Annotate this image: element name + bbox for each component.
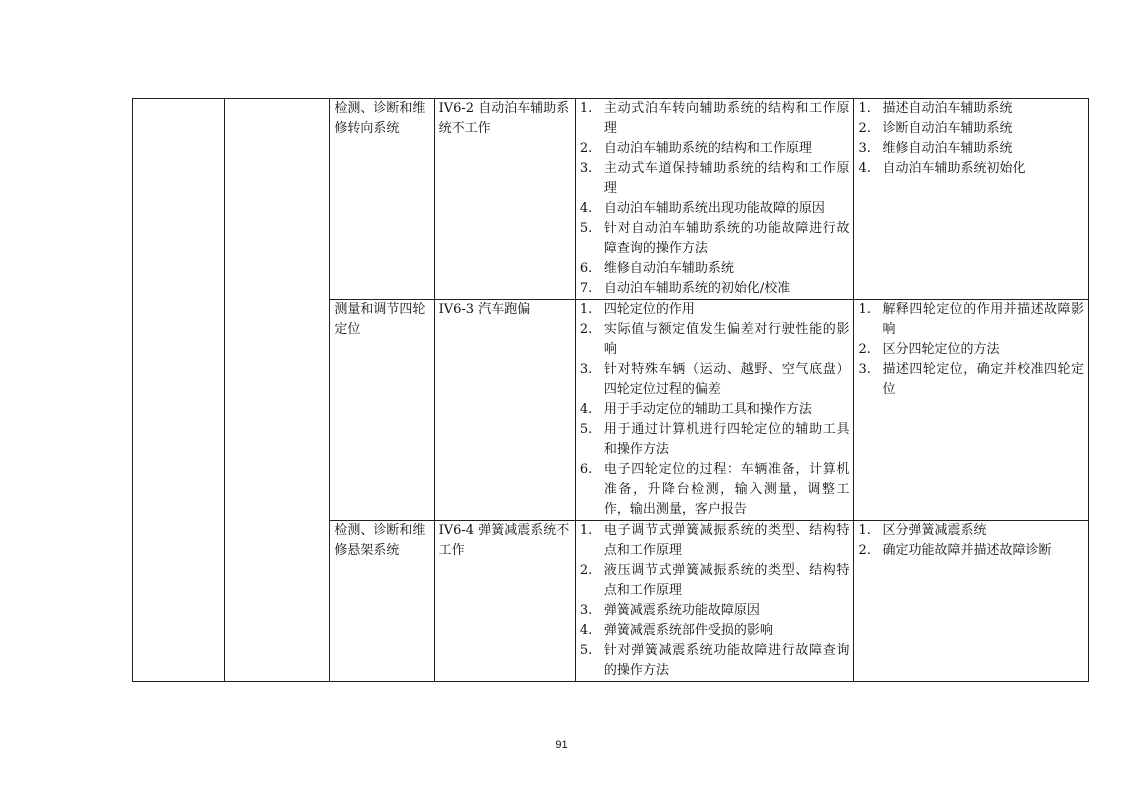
item-text: 弹簧减震系统功能故障原因 [603, 603, 760, 618]
list-item [858, 521, 1084, 541]
knowledge-list [580, 521, 850, 681]
item-text: 维修自动泊车辅助系统 [603, 261, 734, 276]
list-item [580, 139, 850, 159]
item-text: 区分四轮定位的方法 [882, 342, 1000, 357]
list-item [580, 219, 850, 259]
skills-cell [854, 521, 1089, 682]
item-number: 3. [579, 362, 593, 377]
item-text: 电子四轮定位的过程：车辆准备，计算机准备，升降台检测，输入测量，调整工作，输出测量，客户报告 [603, 462, 850, 517]
task-cell: IV6-2 自动泊车辅助系统不工作 [434, 99, 575, 300]
list-item [580, 199, 850, 219]
table-body [133, 99, 1089, 682]
page-number: 91 [555, 739, 568, 751]
item-number: 1. [579, 302, 593, 317]
list-item [858, 159, 1084, 179]
list-item [858, 541, 1084, 561]
list-item [580, 601, 850, 621]
blank-cell-col2 [225, 99, 330, 682]
item-number: 1. [579, 523, 593, 538]
item-number: 5. [579, 643, 593, 658]
item-number: 4. [858, 161, 871, 176]
item-text: 主动式车道保持辅助系统的结构和工作原理 [603, 161, 850, 196]
list-item [580, 400, 850, 420]
item-text: 诊断自动泊车辅助系统 [882, 121, 1013, 136]
list-item [858, 300, 1084, 340]
item-text: 针对自动泊车辅助系统的功能故障进行故障查询的操作方法 [603, 221, 850, 256]
list-item [858, 99, 1084, 119]
item-text: 四轮定位的作用 [603, 302, 695, 317]
list-item [858, 139, 1084, 159]
list-item [580, 99, 850, 139]
item-text: 用于手动定位的辅助工具和操作方法 [603, 402, 812, 417]
task-cell: IV6-3 汽车跑偏 [434, 300, 575, 521]
item-number: 1. [579, 101, 593, 116]
item-text: 针对特殊车辆（运动、越野、空气底盘）四轮定位过程的偏差 [603, 362, 850, 397]
list-item [580, 521, 850, 561]
list-item [580, 279, 850, 299]
item-number: 2. [858, 342, 871, 357]
item-number: 2. [579, 322, 593, 337]
item-text: 描述四轮定位，确定并校准四轮定位 [882, 362, 1084, 397]
list-item [580, 621, 850, 641]
item-number: 4. [579, 201, 593, 216]
item-text: 液压调节式弹簧减振系统的类型、结构特点和工作原理 [603, 563, 850, 598]
curriculum-table [132, 98, 1089, 682]
list-item [580, 420, 850, 460]
item-text: 解释四轮定位的作用并描述故障影响 [882, 302, 1084, 337]
knowledge-cell [575, 99, 854, 300]
topic-cell: 检测、诊断和维修转向系统 [330, 99, 434, 300]
item-number: 5. [579, 422, 593, 437]
task-cell: IV6-4 弹簧减震系统不工作 [434, 521, 575, 682]
knowledge-list [580, 99, 850, 299]
skills-list [858, 99, 1084, 179]
knowledge-cell [575, 300, 854, 521]
item-number: 3. [858, 362, 871, 377]
skills-list [858, 521, 1084, 561]
knowledge-list [580, 300, 850, 520]
item-text: 自动泊车辅助系统的结构和工作原理 [603, 141, 812, 156]
item-number: 4. [579, 623, 593, 638]
item-text: 用于通过计算机进行四轮定位的辅助工具和操作方法 [603, 422, 850, 457]
topic-cell: 检测、诊断和维修悬架系统 [330, 521, 434, 682]
list-item [580, 641, 850, 681]
item-text: 确定功能故障并描述故障诊断 [882, 543, 1052, 558]
skills-cell [854, 300, 1089, 521]
list-item [580, 460, 850, 520]
item-text: 自动泊车辅助系统初始化 [882, 161, 1026, 176]
item-number: 3. [579, 161, 593, 176]
item-number: 1. [858, 302, 871, 317]
list-item [580, 159, 850, 199]
table-row [133, 99, 1089, 300]
blank-cell-col1 [133, 99, 225, 682]
list-item [858, 119, 1084, 139]
item-number: 1. [858, 101, 871, 116]
item-number: 1. [858, 523, 871, 538]
item-text: 自动泊车辅助系统的初始化/校准 [603, 281, 791, 296]
item-text: 电子调节式弹簧减振系统的类型、结构特点和工作原理 [603, 523, 850, 558]
item-number: 4. [579, 402, 593, 417]
item-number: 5. [579, 221, 593, 236]
skills-list [858, 300, 1084, 400]
item-text: 区分弹簧减震系统 [882, 523, 987, 538]
item-text: 针对弹簧减震系统功能故障进行故障查询的操作方法 [603, 643, 850, 678]
item-text: 描述自动泊车辅助系统 [882, 101, 1013, 116]
list-item [858, 360, 1084, 400]
item-text: 主动式泊车转向辅助系统的结构和工作原理 [603, 101, 850, 136]
list-item [580, 561, 850, 601]
item-number: 2. [858, 121, 871, 136]
item-number: 6. [579, 261, 593, 276]
item-text: 维修自动泊车辅助系统 [882, 141, 1013, 156]
list-item [858, 340, 1084, 360]
item-number: 2. [579, 563, 593, 578]
item-text: 实际值与额定值发生偏差对行驶性能的影响 [603, 322, 850, 357]
topic-cell: 测量和调节四轮定位 [330, 300, 434, 521]
skills-cell [854, 99, 1089, 300]
item-text: 自动泊车辅助系统出现功能故障的原因 [603, 201, 825, 216]
list-item [580, 320, 850, 360]
item-text: 弹簧减震系统部件受损的影响 [603, 623, 773, 638]
knowledge-cell [575, 521, 854, 682]
list-item [580, 300, 850, 320]
item-number: 3. [579, 603, 593, 618]
item-number: 2. [858, 543, 871, 558]
list-item [580, 259, 850, 279]
item-number: 6. [579, 462, 593, 477]
item-number: 7. [579, 281, 593, 296]
item-number: 3. [858, 141, 871, 156]
item-number: 2. [579, 141, 593, 156]
list-item [580, 360, 850, 400]
